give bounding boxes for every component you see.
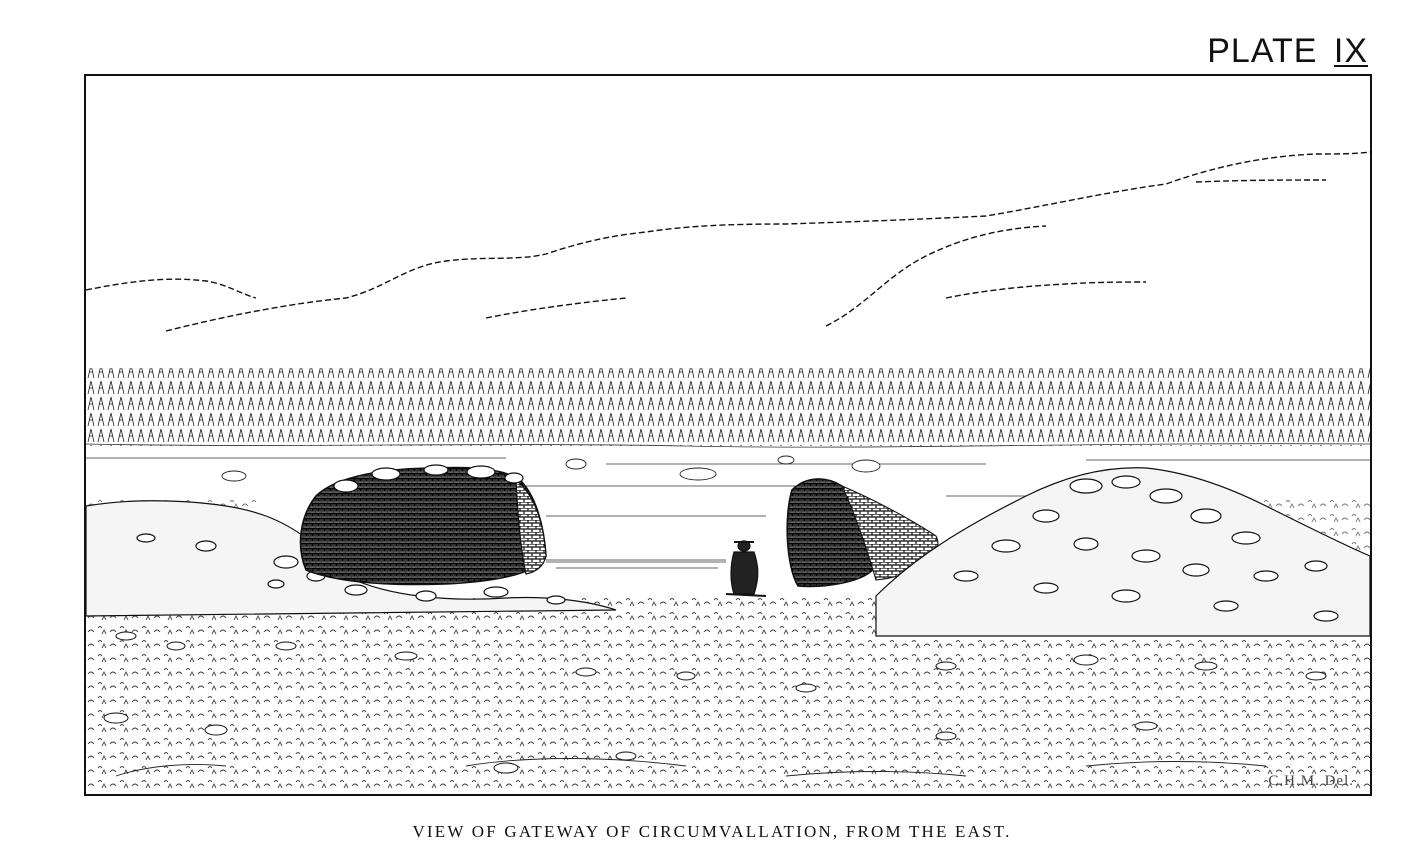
left-gate-wall xyxy=(301,465,546,584)
landscape-drawing xyxy=(86,76,1370,794)
right-rubble xyxy=(876,468,1370,636)
seated-figure xyxy=(726,541,766,596)
illustration-frame xyxy=(84,74,1372,796)
forest-band xyxy=(86,368,1370,446)
hills xyxy=(86,152,1370,331)
plate-number: IX xyxy=(1333,32,1368,70)
plate-caption: VIEW OF GATEWAY OF CIRCUMVALLATION, FROM THE EAST. xyxy=(412,822,1012,841)
bushes xyxy=(222,456,880,481)
plate-label xyxy=(1207,34,1368,68)
artist-signature: C.H.M. Del. xyxy=(1268,773,1354,789)
plate-prefix: PLATE xyxy=(1207,32,1318,70)
